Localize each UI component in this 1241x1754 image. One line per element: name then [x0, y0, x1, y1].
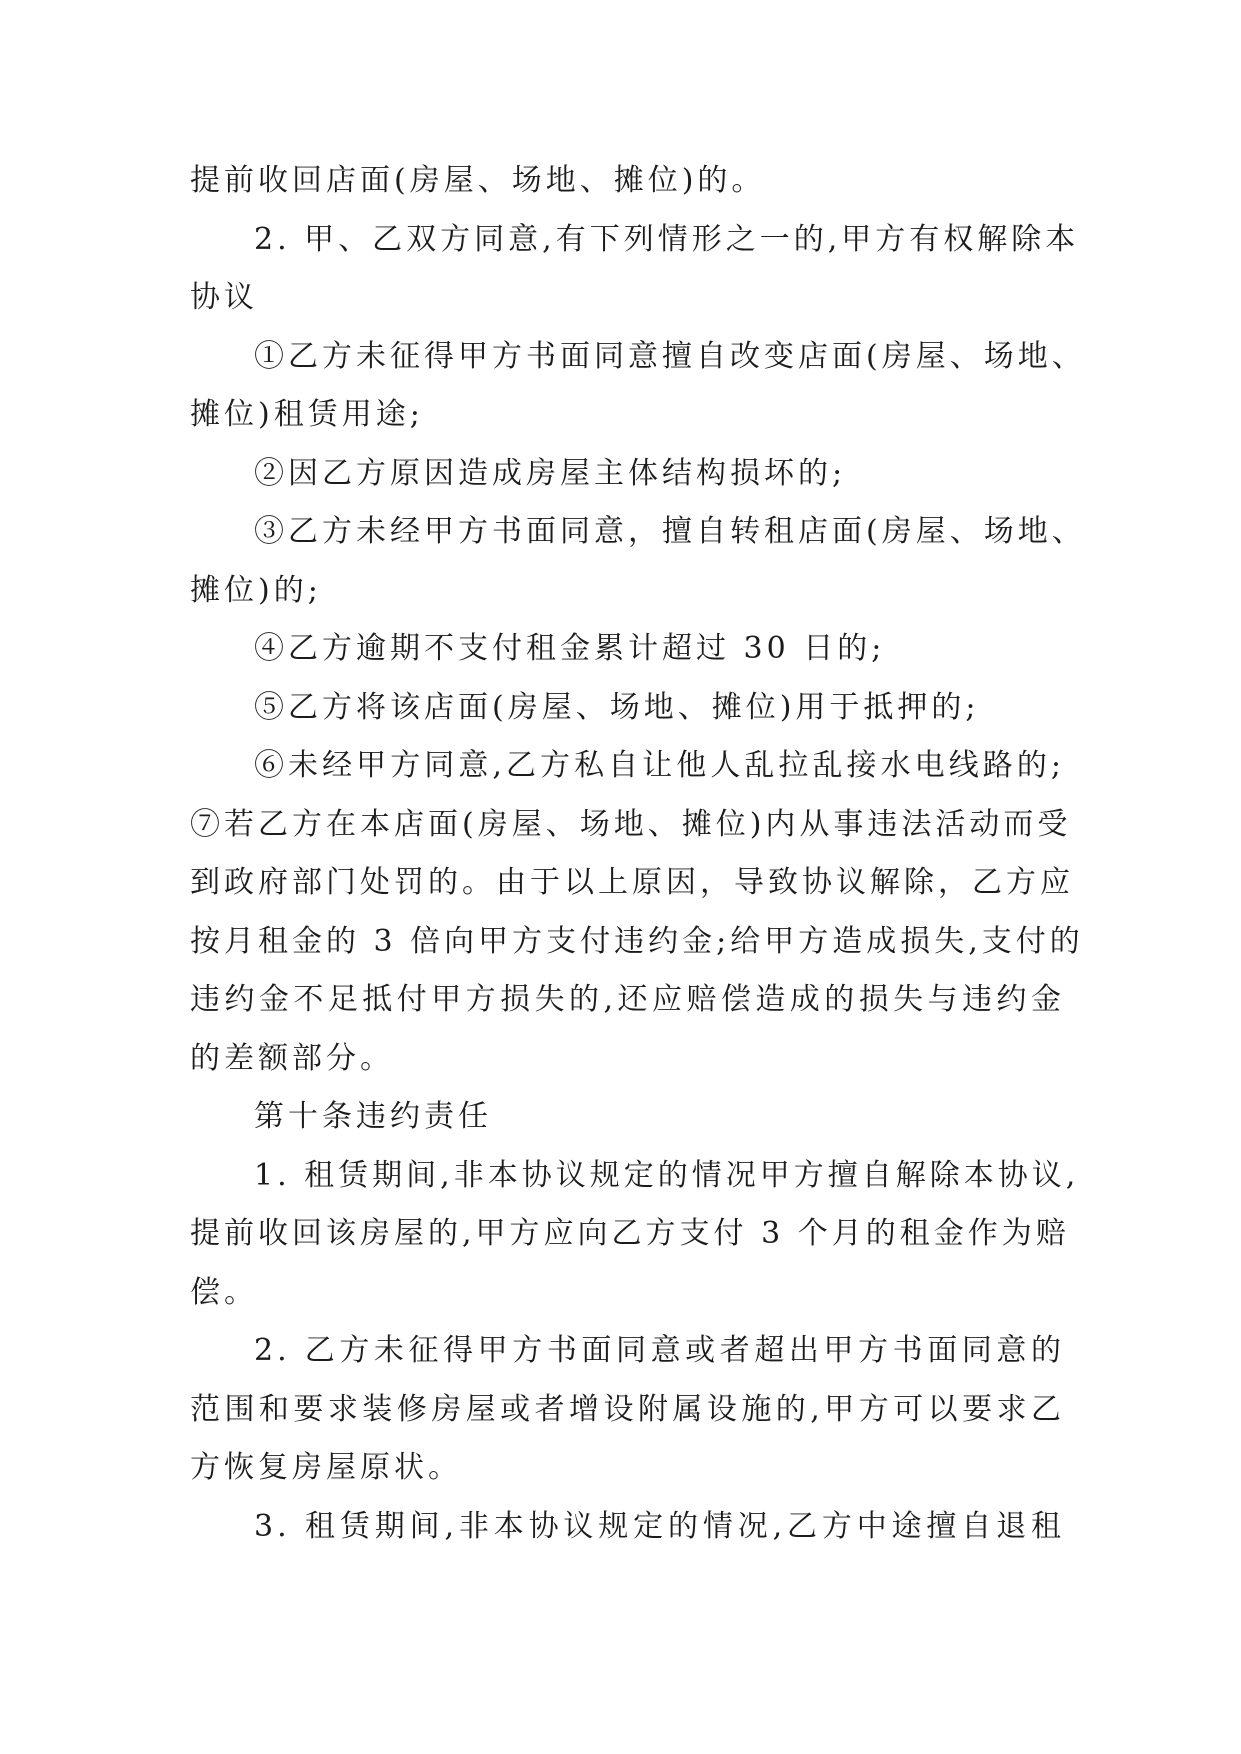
text-line: ⑥未经甲方同意,乙方私自让他人乱拉乱接水电线路的; [254, 748, 1065, 783]
text-line: ④乙方逾期不支付租金累计超过 30 日的; [254, 631, 886, 666]
text-line: 按月租金的 3 倍向甲方支付违约金;给甲方造成损失,支付的 [190, 923, 1084, 959]
text-line: 范围和要求装修房屋或者增设附属设施的,甲方可以要求乙 [190, 1391, 1065, 1427]
text-line: 的差额部分。 [190, 1040, 394, 1076]
text-line: 方恢复房屋原状。 [190, 1450, 462, 1485]
text-line: 2. 甲、乙双方同意,有下列情形之一的,甲方有权解除本 [254, 221, 1080, 257]
text-line: 协议 [190, 280, 258, 315]
text-line: 3. 租赁期间,非本协议规定的情况,乙方中途擅自退租 [254, 1508, 1065, 1544]
text-line: 摊位)租赁用途; [190, 397, 424, 432]
text-line: 违约金不足抵付甲方损失的,还应赔偿造成的损失与违约金 [190, 982, 1065, 1017]
text-line: ⑦若乙方在本店面(房屋、场地、摊位)内从事违法活动而受 [190, 806, 1072, 842]
text-line: 2. 乙方未征得甲方书面同意或者超出甲方书面同意的 [254, 1333, 1065, 1368]
text-line: ③乙方未经甲方书面同意，擅自转租店面(房屋、场地、 [254, 514, 1086, 549]
text-line: 提前收回该房屋的,甲方应向乙方支付 3 个月的租金作为赔 [190, 1216, 1070, 1251]
text-line: 到政府部门处罚的。由于以上原因，导致协议解除，乙方应 [190, 865, 1074, 900]
text-line: ①乙方未征得甲方书面同意擅自改变店面(房屋、场地、 [254, 338, 1086, 374]
document-body [190, 152, 1086, 1556]
text-line: ⑤乙方将该店面(房屋、场地、摊位)用于抵押的; [254, 689, 980, 725]
text-line: ②因乙方原因造成房屋主体结构损坏的; [254, 455, 847, 491]
text-line: 摊位)的; [190, 572, 322, 608]
section-heading: 第十条违约责任 [254, 1099, 492, 1134]
text-line: 偿。 [190, 1274, 258, 1310]
text-line: 提前收回店面(房屋、场地、摊位)的。 [190, 163, 766, 198]
text-line: 1. 租赁期间,非本协议规定的情况甲方擅自解除本协议, [254, 1157, 1080, 1193]
